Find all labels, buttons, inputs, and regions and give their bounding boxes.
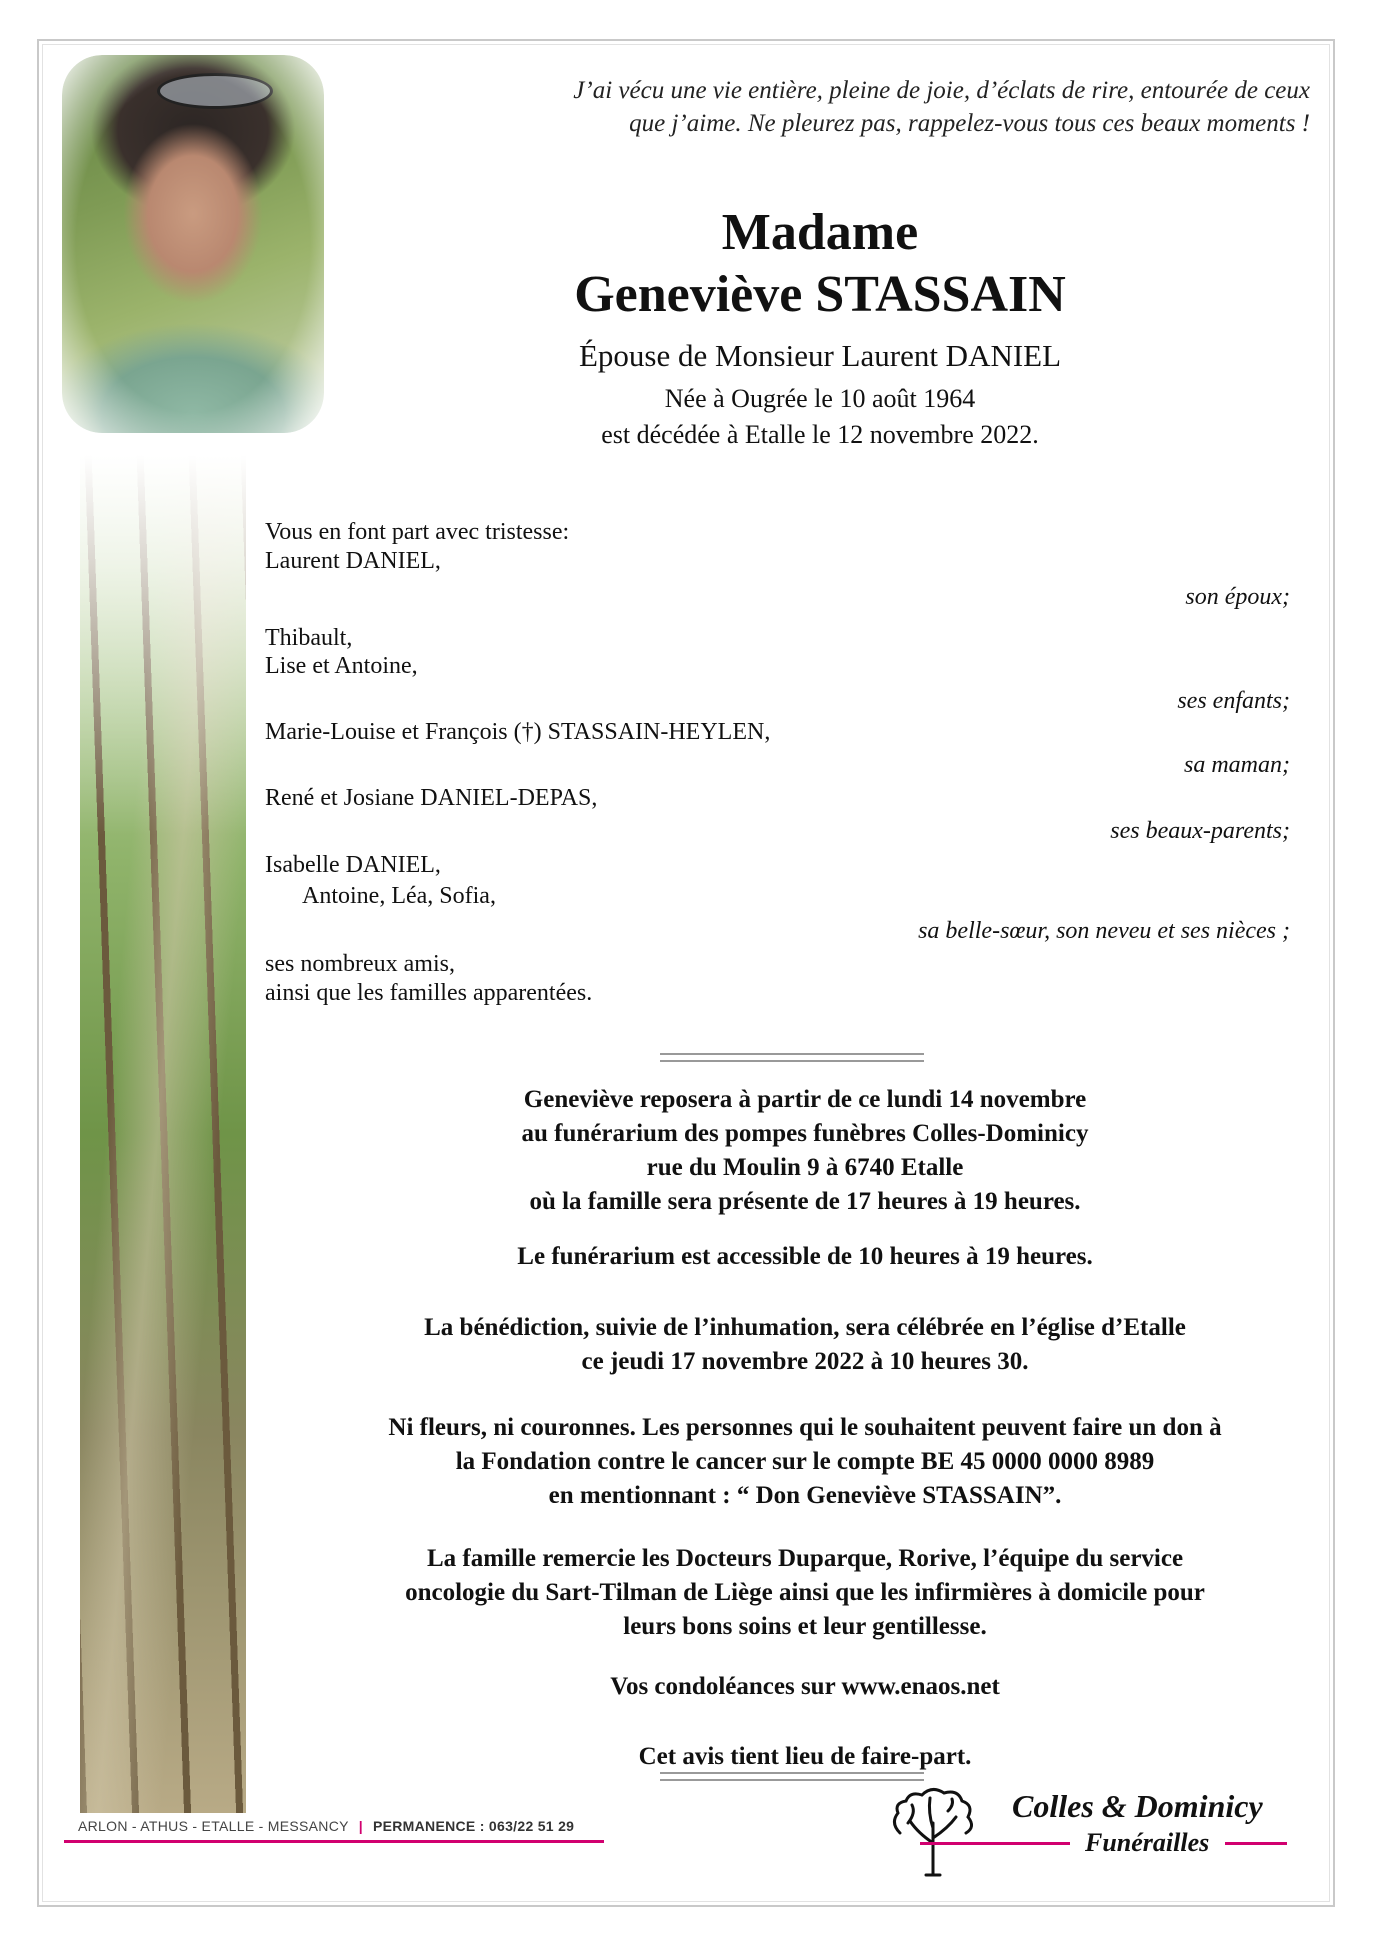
family-mother: Marie-Louise et François (†) STASSAIN-HEYLEN, [265,719,771,745]
ceremony-line: La bénédiction, suivie de l’inhumation, sera célébrée en l’église d’Etalle [424,1314,1186,1341]
brand-subtitle: Funérailles [1085,1828,1210,1857]
family-children-rel: ses enfants; [1177,688,1290,714]
family-nephews: Antoine, Léa, Sofia, [302,883,496,909]
footer-separator: | [358,1818,363,1834]
thanks-line: leurs bons soins et leur gentillesse. [623,1613,987,1640]
funerarium-hours: Le funérarium est accessible de 10 heures à 19 heures. [517,1243,1093,1270]
deceased-name: Geneviève STASSAIN [574,266,1066,323]
visitation-line: au funérarium des pompes funèbres Colles-Dominicy [521,1120,1089,1147]
separator-bottom [660,1772,924,1781]
family-child-2: Lise et Antoine, [265,653,418,679]
family-intro: Vous en font part avec tristesse: [265,519,570,545]
family-sister: Isabelle DANIEL, [265,852,441,878]
family-spouse-rel: son époux; [1185,584,1290,610]
family-sister-rel: sa belle-sœur, son neveu et ses nièces ; [918,918,1290,944]
quote-line-2: que j’aime. Ne pleurez pas, rappelez-vous tous ces beaux moments ! [629,110,1310,137]
death-line: est décédée à Etalle le 12 novembre 2022. [601,420,1039,449]
thanks-line: oncologie du Sart-Tilman de Liège ainsi que les infirmières à domicile pour [405,1579,1205,1606]
family-friends: ses nombreux amis, [265,951,455,977]
family-relatives: ainsi que les familles apparentées. [265,980,593,1006]
visitation-line: rue du Moulin 9 à 6740 Etalle [646,1154,964,1181]
family-mother-rel: sa maman; [1184,752,1290,778]
thanks-line: La famille remercie les Docteurs Duparque, Rorive, l’équipe du service [426,1545,1184,1572]
thanks-paragraph [265,1542,1345,1644]
footer-permanence: PERMANENCE : 063/22 51 29 [373,1818,575,1834]
brand-line-left [920,1842,1070,1845]
ceremony-paragraph [265,1311,1345,1379]
visitation-line: où la famille sera présente de 17 heures à 19 heures. [529,1188,1081,1215]
donation-line: la Fondation contre le cancer sur le compte BE 45 0000 0000 8989 [455,1448,1155,1475]
family-list [265,518,1295,1028]
announcement-note: Cet avis tient lieu de faire-part. [638,1743,972,1770]
donation-paragraph [265,1411,1345,1513]
ceremony-line: ce jeudi 17 novembre 2022 à 10 heures 30. [581,1348,1029,1375]
separator-top [660,1053,924,1062]
brand-line-right [1225,1842,1287,1845]
birth-line: Née à Ougrée le 10 août 1964 [664,384,976,413]
brand-name: Colles & Dominicy [1012,1788,1263,1824]
donation-line: Ni fleurs, ni couronnes. Les personnes qui le souhaitent peuvent faire un don à [388,1414,1222,1441]
quote-line-1: J’ai vécu une vie entière, pleine de joie, d’éclats de rire, entourée de ceux [573,77,1310,104]
condolences-line: Vos condoléances sur www.enaos.net [610,1673,1000,1700]
donation-line: en mentionnant : “ Don Geneviève STASSAIN”. [548,1482,1062,1509]
family-spouse: Laurent DANIEL, [265,548,441,574]
footer-locations: ARLON - ATHUS - ETALLE - MESSANCY [78,1818,349,1834]
family-inlaws: René et Josiane DANIEL-DEPAS, [265,785,598,811]
footer-contact [78,1818,574,1834]
visitation-paragraph [265,1083,1345,1219]
tree-icon [888,1783,978,1878]
family-inlaws-rel: ses beaux-parents; [1110,818,1290,844]
spouse-line: Épouse de Monsieur Laurent DANIEL [578,338,1062,373]
honorific: Madame [721,204,919,261]
family-child-1: Thibault, [265,625,353,651]
visitation-line: Geneviève reposera à partir de ce lundi 14 novembre [523,1086,1087,1113]
footer-accent-line [64,1840,604,1843]
